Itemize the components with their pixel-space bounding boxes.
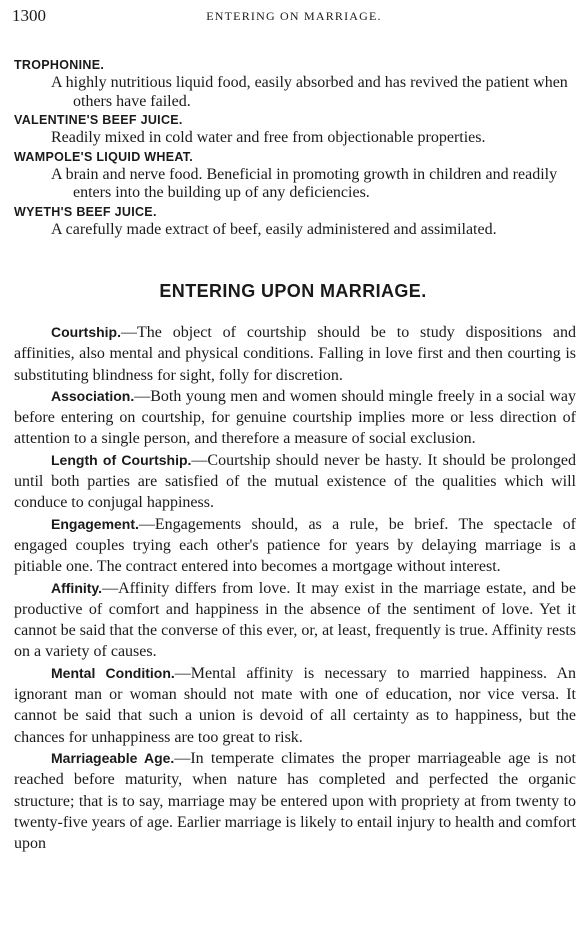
paragraph-text: —In temperate climates the proper marriageable age is not reached before maturity, when nature has completed and perfected the organic structure; that is to say, marriage may be entered upon with propriety at from twenty to twenty-five years of age. Earlier marriage is likely to entail injury to health and comfort upon <box>14 749 577 853</box>
product-name: WYETH'S BEEF JUICE. <box>14 204 157 219</box>
paragraph-engagement <box>14 514 576 578</box>
paragraph-text: —Engagements should, as a rule, be brief. The spectacle of engaged couples trying each other's patience for years by delaying marriage is a pitiable one. The contract entered into becomes a mortgage without interest. <box>14 515 576 576</box>
paragraph-mental-condition <box>14 663 576 748</box>
paragraph-marriageable-age <box>14 748 576 854</box>
running-title: ENTERING ON MARRIAGE. <box>206 9 382 23</box>
paragraph-length-of-courtship <box>14 450 576 514</box>
paragraph-heading: Length of Courtship. <box>51 451 192 468</box>
article-body <box>14 322 576 854</box>
paragraph-text: —Both young men and women should mingle freely in a social way before entering on courtship, for genuine courtship implies more or less direction of attention to a single person, and therefore a measure of social exclusion. <box>14 387 576 448</box>
running-head <box>12 6 576 28</box>
product-description: A brain and nerve food. Beneficial in promoting growth in children and readily enters into the building up of any deficiencies. <box>51 165 558 201</box>
section-title: ENTERING UPON MARRIAGE. <box>159 281 427 301</box>
paragraph-heading: Courtship. <box>51 324 121 340</box>
paragraph-courtship <box>14 322 576 386</box>
paragraph-text: —Mental affinity is necessary to married happiness. An ignorant man or woman should not mate with one of education, nor vice versa. It cannot be said that such a union is devoid of all certainty as to happiness, but the chances for unhappiness are too great to risk. <box>14 664 577 746</box>
product-description: A carefully made extract of beef, easily administered and assimilated. <box>51 220 497 238</box>
page-number: 1300 <box>12 6 46 25</box>
paragraph-heading: Association. <box>51 387 135 404</box>
product-description: Readily mixed in cold water and free from objectionable properties. <box>51 129 486 146</box>
paragraph-text: —Courtship should never be hasty. It should be prolonged until both parties are satisfied of the mutual existence of the qualities which will conduce to conjugal happiness. <box>14 451 576 512</box>
product-name: WAMPOLE'S LIQUID WHEAT. <box>14 149 194 164</box>
paragraph-heading: Mental Condition. <box>51 664 175 681</box>
paragraph-heading: Engagement. <box>51 515 139 532</box>
product-name: TROPHONINE. <box>14 58 105 72</box>
product-list <box>14 57 576 239</box>
paragraph-heading: Marriageable Age. <box>51 749 175 766</box>
paragraph-text: —Affinity differs from love. It may exist in the marriage estate, and be productive of comfort and happiness in the absence of the sentiment of love. Yet it cannot be said that the converse of this ever, or, at least, frequently is true. Affinity rests on a variety of causes. <box>14 579 576 661</box>
paragraph-association <box>14 386 576 450</box>
paragraph-text: —The object of courtship should be to study dispositions and affinities, also mental and physical conditions. Falling in love first and then courting is substituting blindness for sight, folly for discretion. <box>14 324 576 384</box>
product-name: VALENTINE'S BEEF JUICE. <box>14 113 183 127</box>
paragraph-affinity <box>14 578 576 663</box>
product-description: A highly nutritious liquid food, easily absorbed and has revived the patient when others have failed. <box>51 74 568 110</box>
paragraph-heading: Affinity. <box>51 579 103 596</box>
